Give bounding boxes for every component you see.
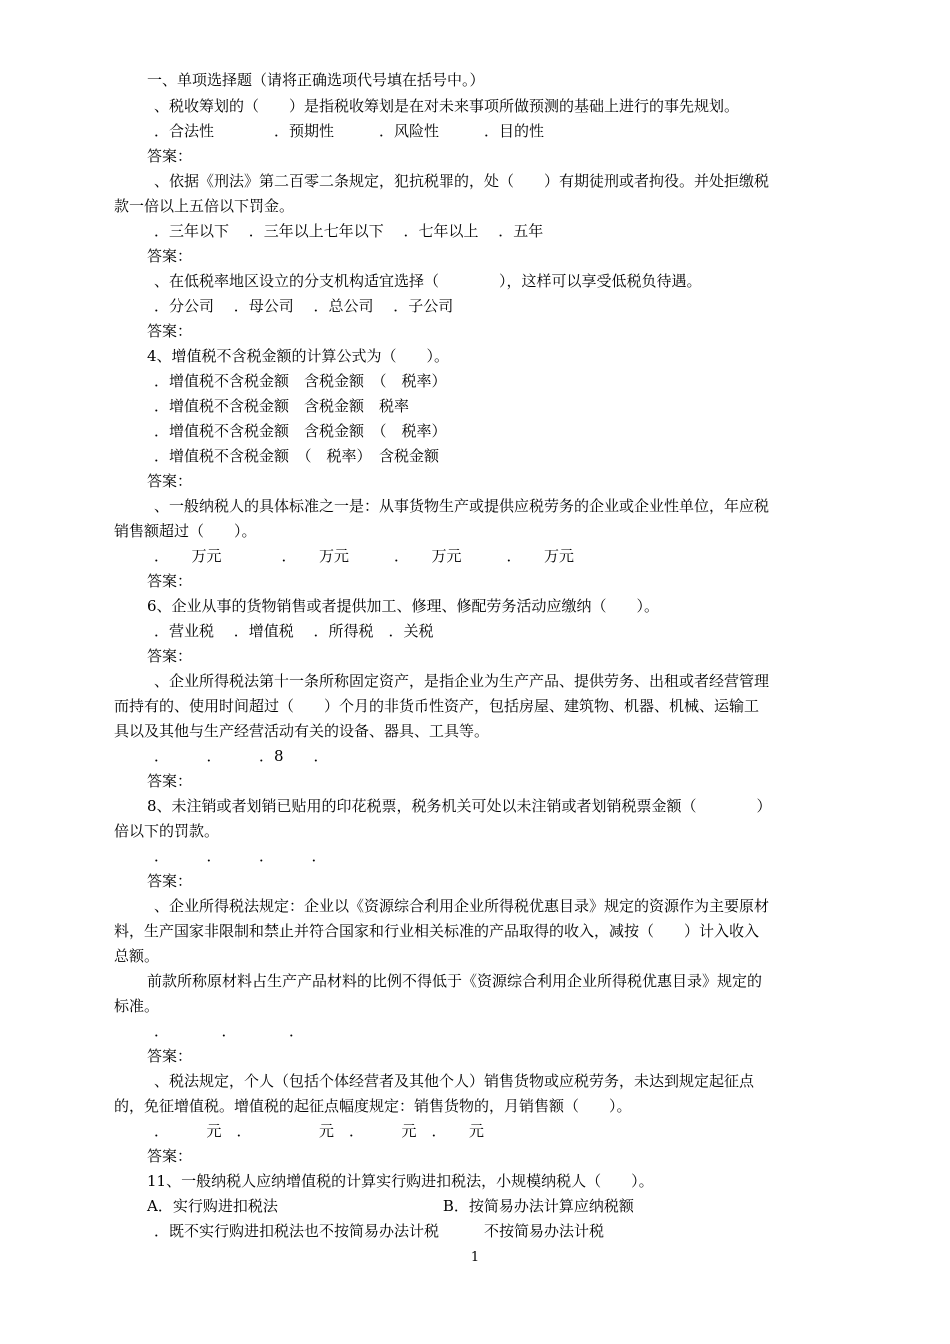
- answer-label: 答案：: [147, 147, 193, 165]
- question-8-cont: 倍以下的罚款。: [114, 822, 220, 840]
- answer-label: 答案：: [147, 772, 193, 790]
- question-9-note: 前款所称原材料占生产产品材料的比例不得低于《资源综合利用企业所得税优惠目录》规定的: [147, 972, 763, 990]
- question-7: 、企业所得税法第十一条所称固定资产，是指企业为生产产品、提供劳务、出租或者经营管理: [154, 672, 770, 690]
- answer-label: 答案：: [147, 247, 193, 265]
- question-6-options: ．营业税 ．增值税 ．所得税 ．关税: [154, 622, 434, 640]
- question-10-cont: 的，免征增值税。增值税的起征点幅度规定：销售货物的，月销售额（ ）。: [114, 1097, 632, 1115]
- question-11-options-ab: A．实行购进扣税法 B．按简易办法计算应纳税额: [147, 1197, 634, 1215]
- question-11: 11、一般纳税人应纳增值税的计算实行购进扣税法，小规模纳税人（ ）。: [147, 1172, 654, 1190]
- answer-label: 答案：: [147, 872, 193, 890]
- question-10: 、税法规定，个人（包括个体经营者及其他个人）销售货物或应税劳务，未达到规定起征点: [154, 1072, 755, 1090]
- question-9-cont: 总额。: [114, 947, 160, 965]
- question-4-option-c: ．增值税不含税金额 含税金额 （ 税率）: [154, 422, 447, 440]
- question-3: 、在低税率地区设立的分支机构适宜选择（ ），这样可以享受低税负待遇。: [154, 272, 702, 290]
- question-9: 、企业所得税法规定：企业以《资源综合利用企业所得税优惠目录》规定的资源作为主要原材: [154, 897, 770, 915]
- answer-label: 答案：: [147, 647, 193, 665]
- question-1: 、税收筹划的（ ）是指税收筹划是在对未来事项所做预测的基础上进行的事先规划。: [154, 97, 740, 115]
- question-7-cont: 具以及其他与生产经营活动有关的设备、器具、工具等。: [114, 722, 490, 740]
- question-7-cont: 而持有的、使用时间超过（ ）个月的非货币性资产，包括房屋、建筑物、机器、机械、运输工: [114, 697, 760, 715]
- answer-label: 答案：: [147, 1047, 193, 1065]
- answer-label: 答案：: [147, 572, 193, 590]
- question-9-note-cont: 标准。: [114, 997, 160, 1015]
- question-5-options: ． 万元 ． 万元 ． 万元 ． 万元: [154, 547, 575, 565]
- question-6: 6、企业从事的货物销售或者提供加工、修理、修配劳务活动应缴纳（ ）。: [147, 597, 660, 615]
- question-10-options: ． 元 ． 元 ． 元 ． 元: [154, 1122, 485, 1140]
- question-9-cont: 料，生产国家非限制和禁止并符合国家和行业相关标准的产品取得的收入，减按（ ）计入收入: [114, 922, 760, 940]
- question-9-options: ． ． ．: [154, 1022, 305, 1040]
- question-5: 、一般纳税人的具体标准之一是：从事货物生产或提供应税劳务的企业或企业性单位，年应税: [154, 497, 770, 515]
- question-8-options: ． ． ． ．: [154, 847, 327, 865]
- question-3-options: ．分公司 ．母公司 ．总公司 ．子公司: [154, 297, 454, 315]
- answer-label: 答案：: [147, 472, 193, 490]
- question-1-options: ．合法性 ．预期性 ．风险性 ．目的性: [154, 122, 545, 140]
- question-2: 、依据《刑法》第二百零二条规定，犯抗税罪的，处（ ）有期徒刑或者拘役。并处拒缴税: [154, 172, 770, 190]
- page-number: 1: [470, 1250, 480, 1265]
- question-4: 4、增值税不含税金额的计算公式为（ ）。: [147, 347, 450, 365]
- section-heading: 一、单项选择题（请将正确选项代号填在括号中。）: [147, 71, 485, 89]
- question-4-option-d: ．增值税不含税金额 （ 税率） 含税金额: [154, 447, 440, 465]
- answer-label: 答案：: [147, 322, 193, 340]
- question-2-options: ．三年以下 ．三年以上七年以下 ．七年以上 ．五年: [154, 222, 544, 240]
- question-4-option-b: ．增值税不含税金额 含税金额 税率: [154, 397, 410, 415]
- question-5-cont: 销售额超过（ ）。: [114, 522, 257, 540]
- question-11-options-cd: ．既不实行购进扣税法也不按简易办法计税 不按简易办法计税: [154, 1222, 605, 1240]
- question-8: 8、未注销或者划销已贴用的印花税票，税务机关可处以未注销或者划销税票金额（ ）: [147, 797, 772, 815]
- question-4-option-a: ．增值税不含税金额 含税金额 （ 税率）: [154, 372, 447, 390]
- question-2-cont: 款一倍以上五倍以下罚金。: [114, 197, 295, 215]
- answer-label: 答案：: [147, 1147, 193, 1165]
- question-7-options: ． ． ．8 ．: [154, 747, 329, 765]
